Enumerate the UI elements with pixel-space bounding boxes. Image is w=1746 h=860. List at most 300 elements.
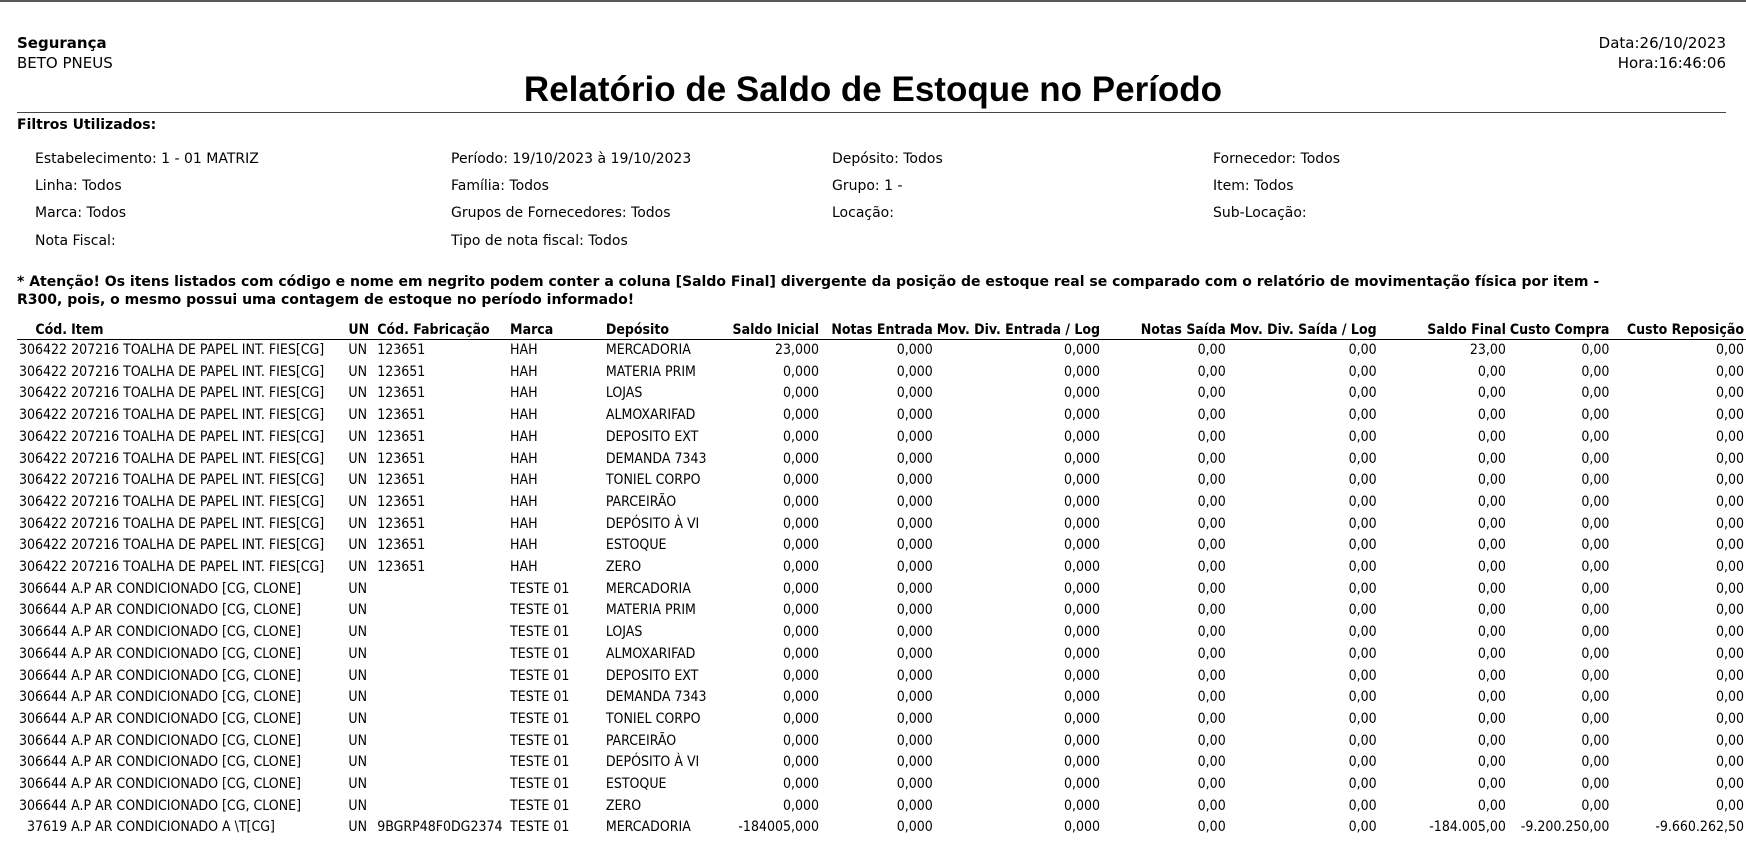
table-row [17,817,1746,839]
table-cell: PARCEIRÃO [605,493,677,510]
table-cell: 0,00 [1581,689,1610,706]
table-cell: 0,000 [1064,472,1101,489]
table-cell: 0,00 [1715,342,1744,358]
table-cell: 0,00 [1477,559,1506,576]
table-cell: 123651 [377,363,426,380]
table-cell: DEPÓSITO À VI [605,515,700,532]
table-cell: 0,000 [783,450,820,467]
table-cell: 0,00 [1477,710,1506,727]
table-cell: A.P AR CONDICIONADO [CG, CLONE] [71,776,301,793]
table-cell: 0,00 [1348,537,1377,554]
table-cell: 306644 [19,797,68,814]
table-cell: 0,00 [1581,559,1610,576]
table-cell: -9.660.262,50 [1655,819,1744,836]
column-header: UN [348,322,370,338]
filter-item: Linha: Todos [35,177,122,194]
table-cell: 0,00 [1197,342,1226,358]
table-cell: 207216 TOALHA DE PAPEL INT. FIES[CG] [71,537,325,554]
table-cell: DEPOSITO EXT [605,667,699,684]
report-header-left [17,33,113,73]
table-cell: 0,000 [1064,602,1101,619]
table-cell: MERCADORIA [605,580,691,597]
table-cell: 306644 [19,580,68,597]
table-cell: 0,000 [783,732,820,749]
table-row [17,340,1746,362]
table-cell: 0,000 [783,385,820,402]
table-cell: UN [348,472,367,489]
table-cell: 0,000 [896,819,933,836]
table-cell: 0,00 [1477,515,1506,532]
table-cell: 0,00 [1715,559,1744,576]
table-cell: 306422 [19,493,68,510]
table-cell [375,709,508,731]
table-cell: 306422 [19,363,68,380]
table-cell: TESTE 01 [510,689,570,706]
table-cell: 0,00 [1715,776,1744,793]
table-cell: 306422 [19,385,68,402]
table-cell: 0,00 [1581,472,1610,489]
table-row [17,709,1746,731]
table-cell: DEMANDA 7343 [605,450,707,467]
table-cell: UN [348,363,367,380]
table-cell: 0,00 [1197,667,1226,684]
table-cell: 0,000 [896,450,933,467]
table-cell: PARCEIRÃO [605,732,677,749]
table-cell: ZERO [605,797,642,814]
table-cell: UN [348,819,367,836]
table-row [17,622,1746,644]
table-cell: TESTE 01 [510,754,570,771]
table-cell: 0,00 [1715,580,1744,597]
table-cell: 0,00 [1348,515,1377,532]
table-cell: 123651 [377,537,426,554]
table-cell: 0,000 [1064,559,1101,576]
table-row [17,752,1746,774]
table-cell: 0,000 [896,385,933,402]
table-cell: 0,00 [1197,776,1226,793]
table-cell: 0,00 [1715,407,1744,424]
filter-item: Grupo: 1 - [832,177,903,194]
filter-item: Marca: Todos [35,205,127,222]
table-cell: 0,000 [1064,537,1101,554]
table-cell: HAH [510,342,538,358]
table-cell: 207216 TOALHA DE PAPEL INT. FIES[CG] [71,407,325,424]
table-cell: 0,00 [1197,472,1226,489]
table-cell: UN [348,689,367,706]
table-cell: TESTE 01 [510,624,570,641]
table-cell: HAH [510,472,538,489]
table-cell: UN [348,624,367,641]
table-cell: 0,00 [1197,645,1226,662]
filter-item: Locação: [832,205,894,222]
table-cell: 306422 [19,559,68,576]
table-cell: A.P AR CONDICIONADO [CG, CLONE] [71,580,301,597]
table-cell: TESTE 01 [510,645,570,662]
table-cell: 23,000 [774,342,820,358]
table-cell: 0,000 [783,363,820,380]
table-cell: 0,00 [1348,732,1377,749]
table-cell: -184005,000 [738,819,820,836]
table-cell: 0,00 [1477,776,1506,793]
table-cell: 306422 [19,450,68,467]
table-cell: 0,000 [1064,450,1101,467]
table-cell: A.P AR CONDICIONADO [CG, CLONE] [71,645,301,662]
table-cell: 0,000 [896,472,933,489]
table-row [17,383,1746,405]
table-body [17,340,1746,840]
table-row [17,514,1746,536]
filter-item: Depósito: Todos [832,150,943,167]
table-cell: 0,00 [1715,385,1744,402]
table-cell: 0,00 [1715,428,1744,445]
table-cell: 0,000 [896,559,933,576]
table-row [17,557,1746,579]
table-cell: 0,00 [1581,797,1610,814]
table-cell: 0,000 [1064,342,1101,358]
table-cell: 0,000 [1064,624,1101,641]
table-cell: 0,00 [1715,754,1744,771]
table-cell: 207216 TOALHA DE PAPEL INT. FIES[CG] [71,342,325,358]
table-cell: 0,00 [1477,602,1506,619]
table-cell: 207216 TOALHA DE PAPEL INT. FIES[CG] [71,428,325,445]
table-cell: 0,000 [1064,385,1101,402]
table-cell: 23,00 [1469,342,1506,358]
table-cell: UN [348,645,367,662]
table-cell: 0,00 [1715,472,1744,489]
table-cell [375,644,508,666]
table-cell: 0,00 [1197,732,1226,749]
table-cell [375,687,508,709]
table-cell: 0,000 [896,689,933,706]
table-cell: 0,00 [1197,797,1226,814]
table-cell: -184.005,00 [1429,819,1506,836]
table-cell: 306644 [19,754,68,771]
table-cell: 0,000 [1064,710,1101,727]
table-cell: 0,00 [1581,754,1610,771]
table-cell [375,731,508,753]
column-header: Notas Entrada [831,322,933,338]
table-cell: DEPOSITO EXT [605,428,699,445]
table-cell: HAH [510,363,538,380]
table-cell: TONIEL CORPO [605,710,701,727]
column-header: Marca [510,322,554,338]
table-cell: 207216 TOALHA DE PAPEL INT. FIES[CG] [71,450,325,467]
table-cell: 9BGRP48F0DG2374 [377,819,503,836]
table-cell: 0,00 [1477,407,1506,424]
table-cell: ESTOQUE [605,776,667,793]
table-cell: 0,000 [896,407,933,424]
table-cell: TESTE 01 [510,797,570,814]
table-cell: 0,00 [1348,624,1377,641]
table-cell: 123651 [377,515,426,532]
table-cell: 0,00 [1477,428,1506,445]
filter-row [35,200,1695,227]
table-cell: 0,000 [896,754,933,771]
column-header: Depósito [605,322,670,338]
table-cell: 0,00 [1348,363,1377,380]
table-cell: 0,00 [1581,776,1610,793]
table-cell: 0,00 [1715,363,1744,380]
table-cell: 306644 [19,710,68,727]
table-cell: 0,00 [1477,472,1506,489]
header-divider [17,112,1726,113]
table-cell: 0,00 [1581,407,1610,424]
table-cell: 0,000 [1064,754,1101,771]
table-row [17,427,1746,449]
table-cell: 0,000 [1064,493,1101,510]
table-cell: 0,000 [896,515,933,532]
column-header: Cód. [35,322,68,338]
table-cell: 207216 TOALHA DE PAPEL INT. FIES[CG] [71,493,325,510]
table-cell: 0,00 [1477,732,1506,749]
table-cell: 0,00 [1581,363,1610,380]
report-date: Data:26/10/2023 [1598,34,1726,52]
table-cell: 0,000 [1064,645,1101,662]
table-cell: 123651 [377,450,426,467]
table-cell: 306644 [19,624,68,641]
table-cell: 0,000 [896,645,933,662]
table-cell: 0,000 [783,710,820,727]
filter-item: Período: 19/10/2023 à 19/10/2023 [451,150,692,167]
table-cell: MATERIA PRIM [605,602,696,619]
table-cell [375,622,508,644]
table-cell: 0,00 [1348,580,1377,597]
table-cell: TESTE 01 [510,580,570,597]
table-cell: 0,00 [1715,515,1744,532]
table-cell: 0,000 [896,580,933,597]
table-cell: MATERIA PRIM [605,363,696,380]
table-cell: 0,00 [1477,689,1506,706]
filter-item: Família: Todos [451,177,549,194]
table-cell: 0,00 [1715,689,1744,706]
table-cell: 306644 [19,689,68,706]
table-cell: 0,00 [1348,645,1377,662]
table-row [17,600,1746,622]
table-cell: 0,00 [1581,624,1610,641]
table-cell: 0,00 [1197,689,1226,706]
table-cell: 0,000 [896,342,933,358]
table-row [17,731,1746,753]
table-cell: HAH [510,559,538,576]
report-header-right [1599,33,1726,73]
table-cell: 207216 TOALHA DE PAPEL INT. FIES[CG] [71,363,325,380]
table-cell: 0,000 [896,667,933,684]
table-cell: 0,000 [1064,819,1101,836]
table-cell: HAH [510,385,538,402]
table-cell: 306422 [19,472,68,489]
table-cell: 0,00 [1348,385,1377,402]
table-cell: 0,00 [1197,754,1226,771]
table-cell: DEMANDA 7343 [605,689,707,706]
table-cell: UN [348,493,367,510]
table-cell: 0,000 [896,493,933,510]
table-cell: 0,00 [1581,493,1610,510]
table-cell: 0,00 [1715,732,1744,749]
table-cell: 123651 [377,559,426,576]
table-cell: 0,00 [1715,624,1744,641]
table-cell: TESTE 01 [510,710,570,727]
table-cell: 0,00 [1348,559,1377,576]
table-cell: TESTE 01 [510,602,570,619]
table-cell: 0,00 [1348,342,1377,358]
table-cell: UN [348,342,367,358]
table-cell: 0,00 [1348,450,1377,467]
table-cell: 0,000 [1064,580,1101,597]
table-cell: HAH [510,450,538,467]
table-cell: A.P AR CONDICIONADO [CG, CLONE] [71,667,301,684]
table-cell: 306422 [19,428,68,445]
table-cell: 306644 [19,667,68,684]
table-cell: 0,00 [1197,385,1226,402]
table-cell: 0,00 [1477,797,1506,814]
table-cell: 0,00 [1581,580,1610,597]
column-header: Saldo Inicial [732,322,820,338]
table-row [17,666,1746,688]
filter-item: Nota Fiscal: [35,232,116,249]
table-cell: 0,00 [1197,537,1226,554]
table-cell [375,600,508,622]
column-header: Saldo Final [1427,322,1506,338]
table-cell: 0,000 [1064,776,1101,793]
table-cell: 0,00 [1581,667,1610,684]
table-row [17,449,1746,471]
table-cell: MERCADORIA [605,342,691,358]
table-cell: 0,00 [1197,624,1226,641]
table-cell: UN [348,797,367,814]
table-cell: 0,000 [1064,689,1101,706]
table-cell: ALMOXARIFAD [605,645,696,662]
table-cell: 0,00 [1581,537,1610,554]
table-row [17,579,1746,601]
table-cell: UN [348,428,367,445]
table-cell: 0,000 [783,667,820,684]
table-cell: UN [348,732,367,749]
table-cell: 0,00 [1581,450,1610,467]
table-cell: 0,000 [1064,797,1101,814]
table-cell: 0,00 [1715,493,1744,510]
table-cell: 0,00 [1477,580,1506,597]
filter-row [35,145,1695,172]
table-cell: 0,000 [896,797,933,814]
table-cell: 0,000 [896,363,933,380]
table-cell: 306422 [19,407,68,424]
table-cell: 306644 [19,776,68,793]
table-row [17,774,1746,796]
table-cell: 0,00 [1477,493,1506,510]
table-cell: 0,00 [1581,385,1610,402]
table-cell: 0,00 [1581,710,1610,727]
table-cell: 0,00 [1197,819,1226,836]
table-cell: 306422 [19,537,68,554]
table-cell: 0,000 [783,537,820,554]
table-cell: TESTE 01 [510,819,570,836]
table-cell: 0,00 [1348,407,1377,424]
table-cell: TESTE 01 [510,776,570,793]
table-cell: 207216 TOALHA DE PAPEL INT. FIES[CG] [71,559,325,576]
table-cell: 0,000 [783,797,820,814]
table-cell: A.P AR CONDICIONADO [CG, CLONE] [71,797,301,814]
column-header: Mov. Div. Saída / Log [1229,322,1377,338]
filter-item: Tipo de nota fiscal: Todos [451,232,628,249]
table-cell: 0,00 [1715,645,1744,662]
table-cell: 0,000 [783,754,820,771]
table-cell: 0,00 [1348,602,1377,619]
table-cell: 0,00 [1715,450,1744,467]
table-row [17,687,1746,709]
table-cell: UN [348,667,367,684]
table-cell: HAH [510,428,538,445]
table-cell: TONIEL CORPO [605,472,701,489]
table-cell: UN [348,537,367,554]
table-row [17,535,1746,557]
table-cell: UN [348,559,367,576]
filter-item: Grupos de Fornecedores: Todos [451,205,671,222]
table-cell: A.P AR CONDICIONADO [CG, CLONE] [71,689,301,706]
table-cell: 0,00 [1715,537,1744,554]
table-cell: 0,000 [1064,515,1101,532]
table-cell: UN [348,407,367,424]
table-row [17,492,1746,514]
filter-row [35,227,1695,254]
table-cell: 207216 TOALHA DE PAPEL INT. FIES[CG] [71,472,325,489]
table-cell: 0,000 [783,472,820,489]
table-cell: 123651 [377,493,426,510]
table-cell: 0,00 [1715,797,1744,814]
table-cell: HAH [510,407,538,424]
table-cell: 123651 [377,428,426,445]
table-cell: 0,00 [1348,754,1377,771]
table-cell: TESTE 01 [510,732,570,749]
table-cell: 0,00 [1197,515,1226,532]
table-cell: HAH [510,493,538,510]
column-header: Mov. Div. Entrada / Log [936,322,1101,338]
table-row [17,796,1746,818]
table-cell: 0,00 [1348,797,1377,814]
table-cell: UN [348,580,367,597]
table-cell: 0,000 [783,559,820,576]
table-cell: LOJAS [605,624,643,641]
table-cell: 0,000 [783,602,820,619]
table-cell: 207216 TOALHA DE PAPEL INT. FIES[CG] [71,515,325,532]
table-cell [375,579,508,601]
table-cell: HAH [510,515,538,532]
table-cell: 0,00 [1197,602,1226,619]
report-time: Hora:16:46:06 [1617,54,1726,72]
table-cell: 123651 [377,407,426,424]
attention-notice: * Atenção! Os itens listados com código e nome em negrito podem conter a coluna [Saldo Final] divergente da posição de estoque real se comparado com o relatório de movimentação física por item - R300, pois, o mesmo possui uma contagem de estoque no período informado! [17,274,1600,308]
table-cell: 0,00 [1477,645,1506,662]
table-cell: 0,00 [1197,450,1226,467]
filters-label: Filtros Utilizados: [17,117,157,133]
table-cell: 0,00 [1348,428,1377,445]
table-cell: 0,000 [783,689,820,706]
table-cell: 0,000 [1064,732,1101,749]
table-cell: A.P AR CONDICIONADO [CG, CLONE] [71,710,301,727]
table-cell: UN [348,450,367,467]
table-cell: 0,000 [896,537,933,554]
table-cell [375,666,508,688]
table-cell: 0,000 [783,624,820,641]
table-cell: ALMOXARIFAD [605,407,696,424]
table-cell: UN [348,602,367,619]
table-cell: A.P AR CONDICIONADO [CG, CLONE] [71,754,301,771]
table-cell: 123651 [377,342,426,358]
table-cell: 0,000 [783,428,820,445]
table-cell: 0,00 [1197,407,1226,424]
column-header: Item [71,322,104,338]
table-cell: 0,00 [1348,667,1377,684]
table-cell: 0,00 [1581,645,1610,662]
